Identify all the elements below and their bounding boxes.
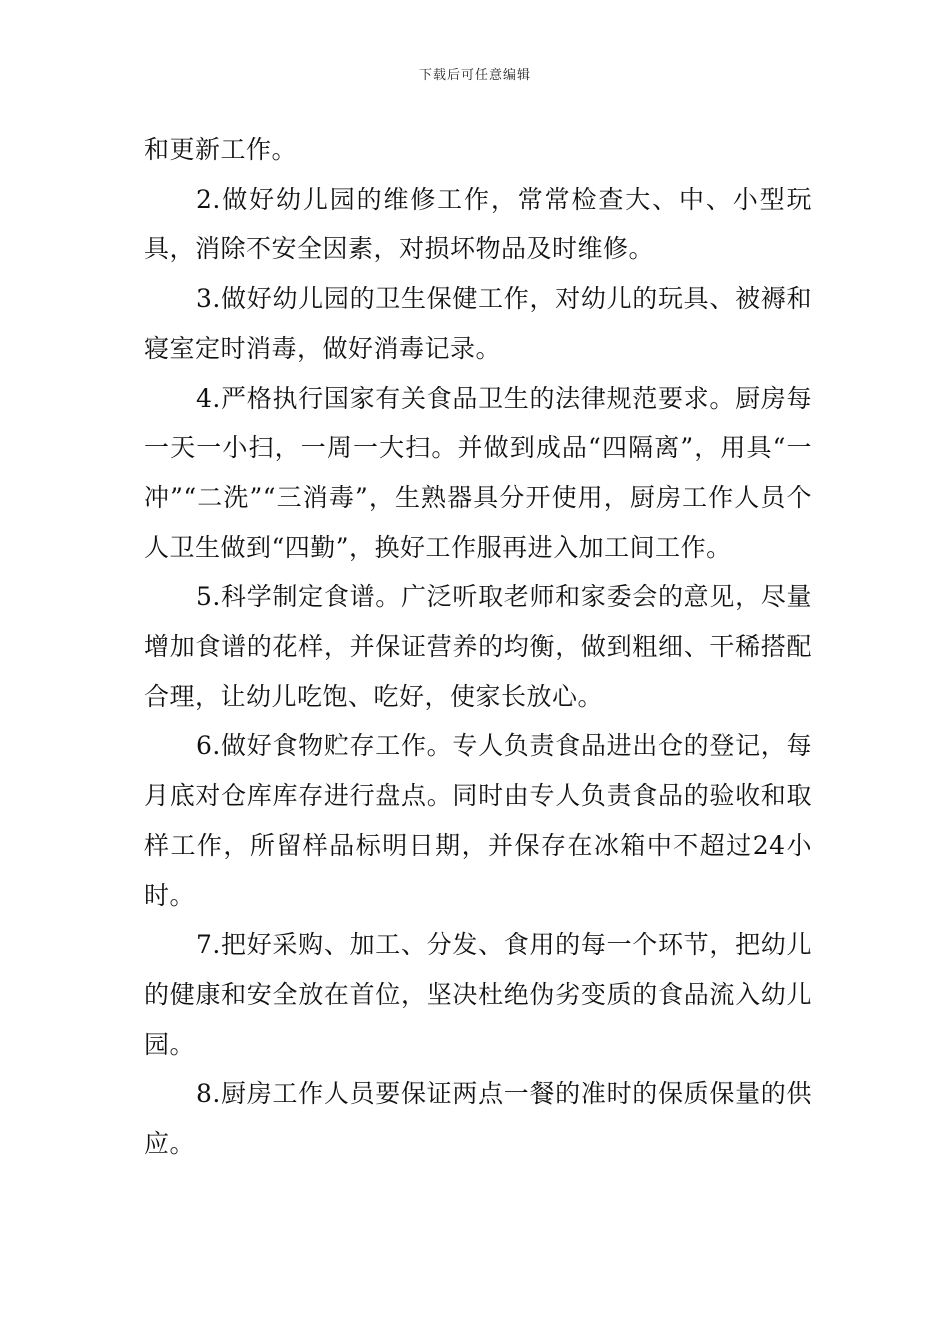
paragraph-item-7: 7.把好采购、加工、分发、食用的每一个环节，把幼儿的健康和安全放在首位，坚决杜绝伪劣变质的食品流入幼儿园。 [144, 930, 812, 1059]
page-header: 下载后可任意编辑 [418, 68, 531, 83]
paragraph-item-3: 3.做好幼儿园的卫生保健工作，对幼儿的玩具、被褥和寝室定时消毒，做好消毒记录。 [144, 284, 812, 363]
paragraph-item-8: 8.厨房工作人员要保证两点一餐的准时的保质保量的供应。 [144, 1079, 812, 1159]
paragraph-item-6: 6.做好食物贮存工作。专人负责食品进出仓的登记，每月底对仓库库存进行盘点。同时由专人负责食品的验收和取样工作，所留样品标明日期，并保存在冰箱中不超过24小时。 [144, 731, 812, 910]
paragraph-item-4: 4.严格执行国家有关食品卫生的法律规范要求。厨房每一天一小扫，一周一大扫。并做到成品“四隔离”，用具“一冲”“二洗”“三消毒”，生熟器具分开使用，厨房工作人员个人卫生做到“四勤”，换好工作服再进入加工间工作。 [144, 383, 812, 562]
paragraph-item-2: 2.做好幼儿园的维修工作，常常检查大、中、小型玩具，消除不安全因素，对损坏物品及时维修。 [144, 184, 812, 264]
document-body [144, 125, 812, 1169]
paragraph-continuation: 和更新工作。 [144, 135, 298, 164]
paragraph-item-5: 5.科学制定食谱。广泛听取老师和家委会的意见，尽量增加食谱的花样，并保证营养的均衡，做到粗细、干稀搭配合理，让幼儿吃饱、吃好，使家长放心。 [144, 582, 812, 711]
